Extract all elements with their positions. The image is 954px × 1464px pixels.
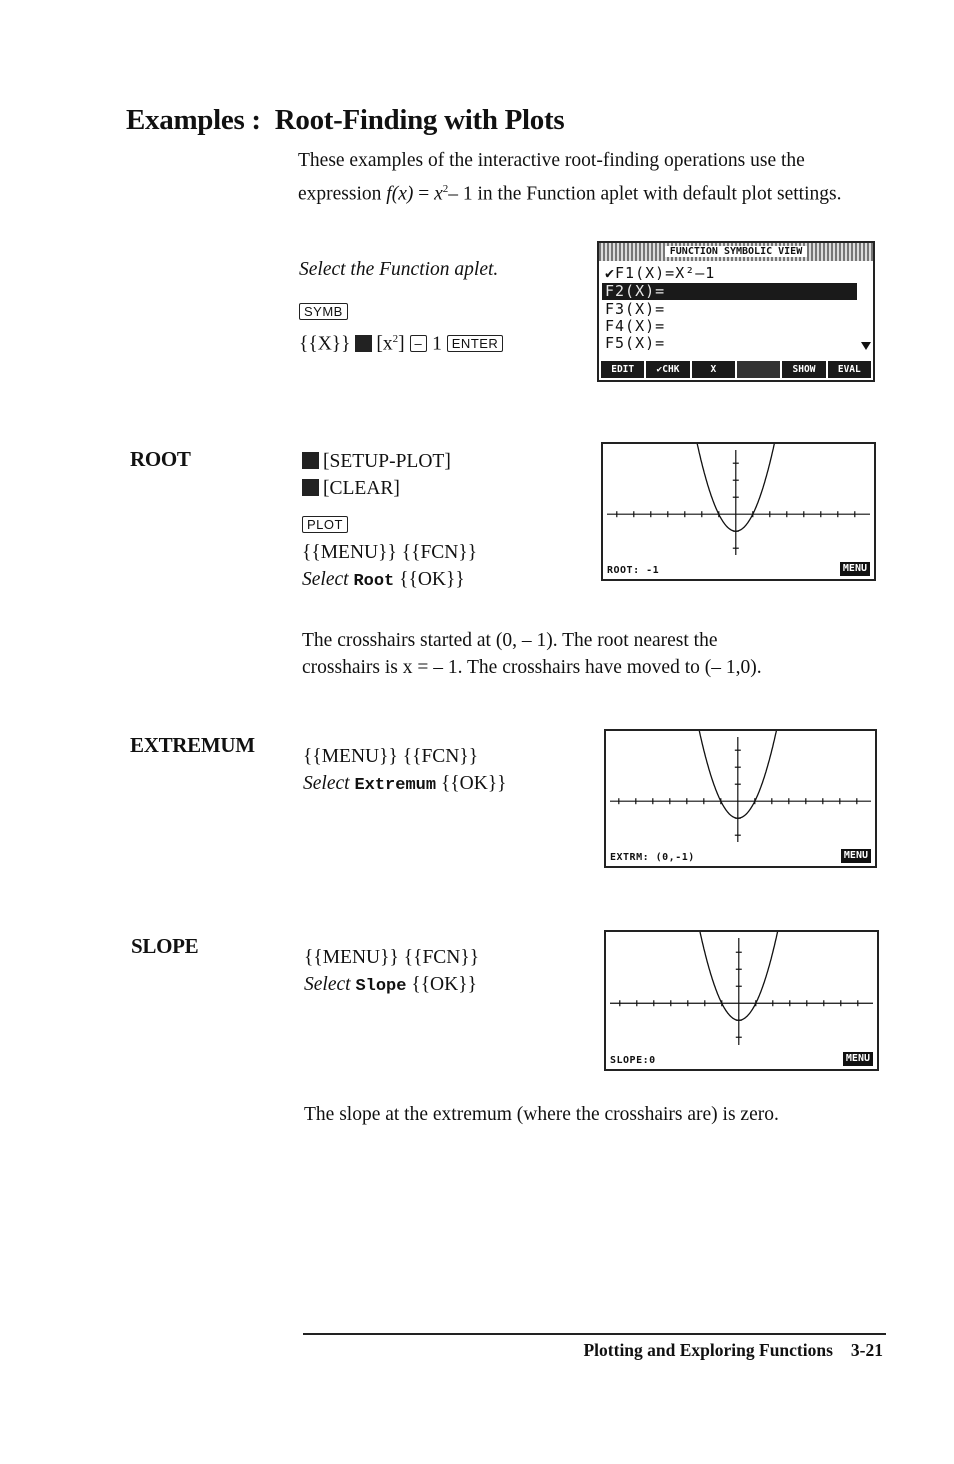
extremum-menu-fcn: {{MENU}} {{FCN}} [303, 746, 479, 767]
setup-plot-key: [SETUP-PLOT] [323, 451, 451, 472]
symb-key: SYMB [299, 303, 348, 320]
select-word: Select [303, 773, 350, 794]
menu-key-eval: EVAL [828, 361, 871, 378]
ok-softkey: {{OK}} [411, 974, 477, 995]
slope-plot-screen [604, 930, 879, 1071]
digit-one: 1 [432, 333, 442, 355]
heading-prefix: Examples : [126, 104, 261, 136]
intro-x: x [434, 183, 443, 205]
root-note [302, 627, 902, 681]
heading-title: Root-Finding with Plots [274, 104, 565, 136]
slope-steps [304, 944, 479, 1000]
root-select-line [302, 566, 477, 595]
symbolic-row: F4(X)= [605, 317, 666, 335]
intro-func: f(x) [386, 183, 414, 205]
intro-power: 2 [442, 183, 449, 195]
menu-key-x: X [692, 361, 735, 378]
plot-status-text: EXTRM: (0,-1) [610, 852, 695, 863]
root-item: Root [353, 572, 395, 591]
shift-key-icon [302, 479, 319, 496]
parabola-plot [606, 731, 875, 866]
symb-key-line [299, 299, 503, 326]
extremum-select-line [303, 770, 507, 799]
down-triangle-icon [861, 342, 871, 350]
x-squared-key-close: ] [398, 333, 405, 355]
root-steps [302, 448, 477, 595]
select-word: Select [302, 569, 349, 590]
intro-text-1: These examples of the interactive root-finding operations use the expression [298, 150, 805, 205]
symbolic-view-title [599, 243, 873, 261]
intro-eq: = [418, 183, 430, 205]
root-label: ROOT [130, 447, 191, 471]
page-number: 3-21 [850, 1340, 883, 1360]
menu-key-blank [737, 361, 780, 378]
select-word: Select [304, 974, 351, 995]
root-menu-fcn: {{MENU}} {{FCN}} [302, 542, 478, 563]
slope-item: Slope [355, 977, 407, 996]
plot-key: PLOT [302, 516, 348, 533]
page-heading [126, 104, 564, 137]
menu-tag: MENU [841, 849, 871, 863]
select-function-instruction: Select the Function aplet. [299, 259, 499, 280]
footer-rule [303, 1333, 886, 1335]
slope-note: The slope at the extremum (where the crosshairs are) is zero. [304, 1104, 779, 1125]
page-footer [303, 1340, 883, 1361]
plot-key-line [302, 512, 477, 539]
menu-key-check: ✔CHK [646, 361, 689, 378]
root-note-line-2: crosshairs is x = – 1. The crosshairs have moved to (– 1,0). [302, 657, 762, 678]
intro-paragraph [298, 146, 878, 209]
symbolic-view-screen [597, 241, 875, 382]
extremum-item: Extremum [354, 776, 437, 795]
select-function-steps [299, 256, 503, 358]
parabola-plot [606, 932, 877, 1069]
symbolic-view-title-text: FUNCTION SYMBOLIC VIEW [665, 246, 807, 257]
symbolic-row: F3(X)= [605, 300, 666, 318]
ok-softkey: {{OK}} [440, 773, 507, 794]
x-squared-key-open: [x [376, 333, 393, 355]
intro-text-2: in the Function aplet with default plot settings. [472, 183, 842, 205]
symbolic-row: F5(X)= [605, 334, 666, 352]
slope-menu-fcn: {{MENU}} {{FCN}} [304, 947, 480, 968]
slope-select-line [304, 971, 479, 1000]
parabola-plot [603, 444, 874, 579]
slope-label: SLOPE [131, 934, 199, 958]
root-note-line-1: The crosshairs started at (0, – 1). The root nearest the [302, 630, 718, 651]
symbolic-row: ✔F1(X)=X²–1 [605, 264, 716, 282]
extremum-steps [303, 743, 507, 799]
extremum-plot-screen [604, 729, 877, 868]
menu-key-show: SHOW [782, 361, 825, 378]
clear-line [302, 475, 477, 502]
plot-status-text: SLOPE:0 [610, 1055, 656, 1066]
ok-softkey: {{OK}} [399, 569, 465, 590]
symbolic-row-selected: F2(X)= [602, 283, 857, 300]
x-softkey: {{X}} [299, 333, 351, 355]
plot-status-text: ROOT: -1 [607, 565, 660, 576]
extremum-label: EXTREMUM [130, 733, 255, 757]
menu-key-edit: EDIT [601, 361, 644, 378]
shift-key-icon [355, 335, 372, 352]
shift-key-icon [302, 452, 319, 469]
footer-section: Plotting and Exploring Functions [583, 1340, 833, 1360]
menu-tag: MENU [840, 562, 870, 576]
enter-key: ENTER [447, 335, 504, 352]
setup-plot-line [302, 448, 477, 475]
menu-tag: MENU [843, 1052, 873, 1066]
symbolic-menu-bar [601, 361, 871, 378]
clear-key: [CLEAR] [323, 478, 400, 499]
root-plot-screen [601, 442, 876, 581]
intro-minus-one: – 1 [448, 183, 473, 205]
minus-key: – [410, 335, 428, 352]
keystroke-line [299, 326, 503, 358]
x-squared-key-power: 2 [392, 333, 399, 345]
